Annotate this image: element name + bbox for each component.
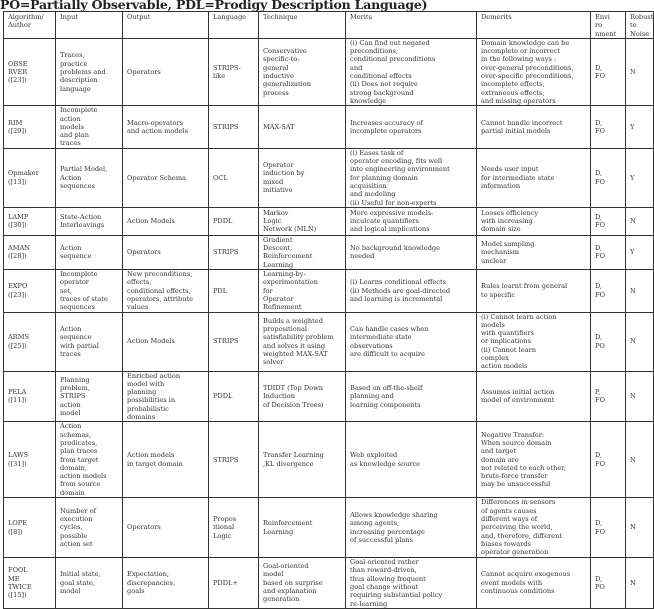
cell-algorithm: RIM ([29])	[4, 106, 56, 148]
header-demerits: Demerits	[477, 12, 591, 39]
cell-demerits: Looses efficiency with increasing domain size	[477, 207, 591, 235]
cell-language: STRIPS	[209, 422, 259, 498]
cell-language: PDDL+	[209, 558, 259, 609]
cell-merits: Can handle cases when intermediate state observations are difficult to acquire	[346, 312, 477, 371]
cell-algorithm: LOPE ([8])	[4, 498, 56, 558]
cell-demerits: Cannot handle incorrect partial initial models	[477, 106, 591, 148]
header-output: Output	[123, 12, 209, 39]
cell-output: Operators	[123, 38, 209, 105]
cell-robust-to-noise: N	[626, 270, 654, 312]
cell-demerits: Assumes initial action model of environment	[477, 371, 591, 422]
header-algorithm: Algorithm/ Author	[4, 12, 56, 39]
cell-demerits: Model sampling mechanism unclear	[477, 235, 591, 269]
cell-environment: P, FO	[591, 371, 626, 422]
cell-demerits: Needs user input for intermediate state information	[477, 148, 591, 207]
table-caption: PO=Partially Observable, PDL=Prodigy Description Language)	[0, 0, 428, 12]
table-row	[4, 422, 654, 498]
cell-environment: D, FO	[591, 270, 626, 312]
cell-environment: D, PO	[591, 312, 626, 371]
cell-input: Action sequence	[56, 235, 123, 269]
cell-output: Expectation, discrepancies, goals	[123, 558, 209, 609]
table-row	[4, 207, 654, 235]
cell-language: PDL	[209, 270, 259, 312]
cell-output: Macro-operators and action models	[123, 106, 209, 148]
cell-algorithm: ARMS ([25])	[4, 312, 56, 371]
cell-algorithm: LAWS ([31])	[4, 422, 56, 498]
cell-technique: Markov Logic Network (MLN)	[259, 207, 346, 235]
header-input: Input	[56, 12, 123, 39]
table-row	[4, 498, 654, 558]
cell-technique: Conservative specific-to- general inductive generalization process	[259, 38, 346, 105]
table-row	[4, 148, 654, 207]
cell-input: Number of execution cycles, possible action set	[56, 498, 123, 558]
cell-input: State-Action Interleavings	[56, 207, 123, 235]
cell-output: New preconditions, effects, conditional effects, operators, attribute values	[123, 270, 209, 312]
cell-output: Enriched action model with planning possibilities in probabilistic domains	[123, 371, 209, 422]
cell-merits: Goal-oriented rather than reward-driven, thus allowing frequent goal change without requiring substantial policy re-learning	[346, 558, 477, 609]
table-row	[4, 106, 654, 148]
cell-environment: D, FO	[591, 148, 626, 207]
cell-algorithm: Opmaker ([13])	[4, 148, 56, 207]
table-row	[4, 371, 654, 422]
cell-language: PDDL	[209, 371, 259, 422]
cell-environment: D, FO	[591, 207, 626, 235]
cell-technique: Builds a weighted propositional satisfiability problem and solves it using weighted MAX-SAT solver	[259, 312, 346, 371]
cell-output: Action Models	[123, 312, 209, 371]
cell-algorithm: LAMP ([30])	[4, 207, 56, 235]
header-merits: Merits	[346, 12, 477, 39]
table-row	[4, 235, 654, 269]
cell-robust-to-noise: N	[626, 312, 654, 371]
cell-environment: D, PO	[591, 558, 626, 609]
cell-input: Partial Model, Action sequences	[56, 148, 123, 207]
header-technique: Technique	[259, 12, 346, 39]
cell-technique: Gradient Descent, Reinforcement Learning	[259, 235, 346, 269]
cell-input: Traces, practice problems and description language	[56, 38, 123, 105]
cell-robust-to-noise: N	[626, 498, 654, 558]
cell-demerits: Negative Transfer: When source domain and target domain are not related to each other, brute-force transfer may be unsuccessful	[477, 422, 591, 498]
cell-merits: Web exploited as knowledge source	[346, 422, 477, 498]
cell-robust-to-noise: N	[626, 207, 654, 235]
header-language: Language	[209, 12, 259, 39]
cell-output: Operator Schema	[123, 148, 209, 207]
cell-language: STRIPS	[209, 312, 259, 371]
table-row	[4, 558, 654, 609]
cell-technique: Goal-oriented model based on surprise and explanation generation	[259, 558, 346, 609]
cell-technique: Transfer Learning ,KL divergence	[259, 422, 346, 498]
cell-merits: Based on off-the-shelf planning and learning components	[346, 371, 477, 422]
cell-technique: Operator induction by mixed initiative	[259, 148, 346, 207]
cell-algorithm: AMAN ([28])	[4, 235, 56, 269]
cell-language: PDDL	[209, 207, 259, 235]
cell-technique: Learning-by- experimentation for Operator Refinement	[259, 270, 346, 312]
cell-demerits: Differences in sensors of agents causes different ways of perceiving the world, and, therefore, different biases towards operator generation	[477, 498, 591, 558]
cell-algorithm: EXPO ([23])	[4, 270, 56, 312]
cell-merits: Increases accuracy of incomplete operators	[346, 106, 477, 148]
cell-language: STRIPS	[209, 106, 259, 148]
cell-robust-to-noise: Y	[626, 235, 654, 269]
cell-technique: Reinforcement Learning	[259, 498, 346, 558]
cell-merits: (i) Eases task of operator encoding, fits well into engineering environment for planning domain acquisition and modeling (ii) Useful for non-experts	[346, 148, 477, 207]
cell-input: Planning problem, STRIPS action model	[56, 371, 123, 422]
cell-merits: No background knowledge needed	[346, 235, 477, 269]
cell-robust-to-noise: Y	[626, 106, 654, 148]
cell-robust-to-noise: N	[626, 38, 654, 105]
header-row	[4, 12, 654, 39]
cell-language: Propos itional Logic	[209, 498, 259, 558]
cell-environment: D, FO	[591, 235, 626, 269]
comparison-table	[3, 11, 654, 609]
cell-language: OCL	[209, 148, 259, 207]
cell-technique: TDIDT (Top Down Induction of Decision Trees)	[259, 371, 346, 422]
cell-demerits: (i) Cannot learn action models with quantifiers or implications (ii) Cannot learn complex action models	[477, 312, 591, 371]
cell-input: Initial state, goal state, model	[56, 558, 123, 609]
cell-demerits: Rules learnt from general to specific	[477, 270, 591, 312]
cell-output: Operators	[123, 498, 209, 558]
header-robust-to-noise: Robust to Noise	[626, 12, 654, 39]
cell-language: STRIPS	[209, 235, 259, 269]
cell-robust-to-noise: Y	[626, 148, 654, 207]
cell-algorithm: PELA ([11])	[4, 371, 56, 422]
cell-environment: D, FO	[591, 498, 626, 558]
cell-output: Operators	[123, 235, 209, 269]
cell-language: STRIPS- like	[209, 38, 259, 105]
cell-merits: Allows knowledge sharing among agents, increasing percentage of successful plans	[346, 498, 477, 558]
cell-robust-to-noise: N	[626, 558, 654, 609]
cell-environment: D, FO	[591, 38, 626, 105]
cell-robust-to-noise: N	[626, 422, 654, 498]
cell-demerits: Domain knowledge can be incomplete or incorrect in the following ways : over-general preconditions, over-specific preconditions, incomplete effects, extraneous effects, and missing operators	[477, 38, 591, 105]
table-row	[4, 312, 654, 371]
cell-input: Action sequence with partial traces	[56, 312, 123, 371]
cell-input: Incomplete action models and plan traces	[56, 106, 123, 148]
cell-input: Action schemas, predicates, plan traces from target domain, action models from source domain	[56, 422, 123, 498]
table-row	[4, 38, 654, 105]
cell-environment: D, FO	[591, 422, 626, 498]
cell-algorithm: FOOL ME TWICE ([15])	[4, 558, 56, 609]
cell-merits: More expressive models- inculcate quantifiers and logical implications	[346, 207, 477, 235]
table-row	[4, 270, 654, 312]
cell-demerits: Cannot acquire exogenous event models with continuous conditions	[477, 558, 591, 609]
cell-output: Action Models	[123, 207, 209, 235]
cell-input: Incomplete operator set, traces of state sequences	[56, 270, 123, 312]
cell-merits: (i) Can find out negated preconditions, conditional preconditions and conditional effects (ii) Does not require strong background knowledge	[346, 38, 477, 105]
cell-robust-to-noise: N	[626, 371, 654, 422]
cell-merits: (i) Learns conditional effects (ii) Methods are goal-directed and learning is incremental	[346, 270, 477, 312]
cell-output: Action models in target domain	[123, 422, 209, 498]
cell-technique: MAX-SAT	[259, 106, 346, 148]
cell-algorithm: OBSE RVER ([23])	[4, 38, 56, 105]
cell-environment: D, FO	[591, 106, 626, 148]
header-environment: Envi ro nment	[591, 12, 626, 39]
